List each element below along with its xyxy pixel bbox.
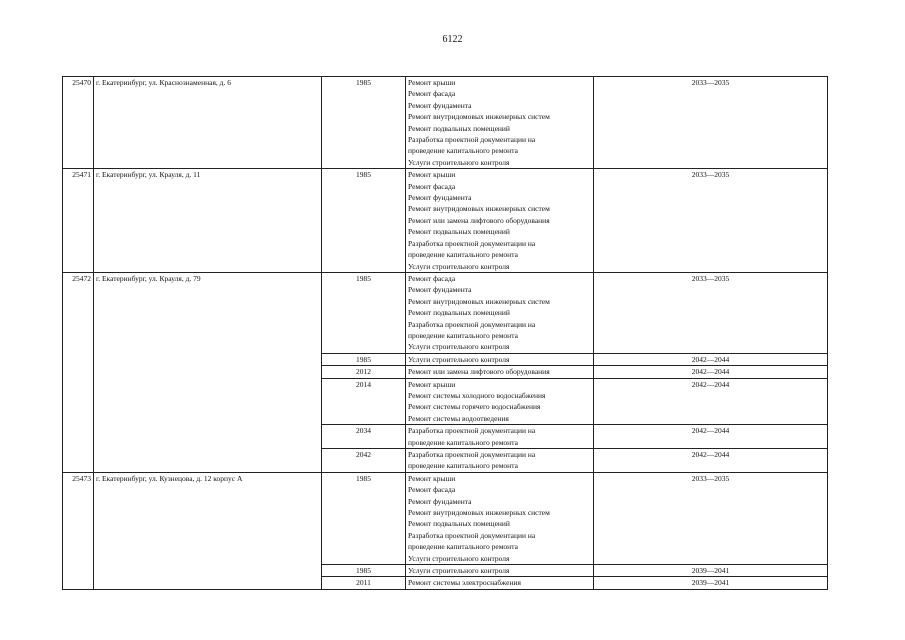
work-list xyxy=(406,366,594,378)
work-list xyxy=(406,425,594,449)
work-item: Ремонт системы водоотведения xyxy=(408,413,509,423)
work-item: Ремонт подвальных помещений xyxy=(408,308,510,318)
work-list xyxy=(406,272,594,353)
building-id: 25471 xyxy=(63,169,94,273)
work-item: Разработка проектной документации на xyxy=(408,319,536,329)
build-year: 2012 xyxy=(322,366,406,378)
work-item: Ремонт крыши xyxy=(408,170,456,180)
work-item: Разработка проектной документации на xyxy=(408,426,536,436)
repair-period: 2033—2035 xyxy=(594,272,828,353)
work-list xyxy=(406,565,594,577)
building-id: 25472 xyxy=(63,272,94,472)
work-item: Ремонт крыши xyxy=(408,78,456,87)
repair-period: 2042—2044 xyxy=(594,425,828,449)
repair-period: 2039—2041 xyxy=(594,577,828,589)
work-item: Ремонт системы горячего водоснабжения xyxy=(408,402,541,412)
build-year: 1985 xyxy=(322,169,406,273)
repair-period: 2033—2035 xyxy=(594,77,828,169)
work-item: Услуги строительного контроля xyxy=(408,354,510,364)
repair-period: 2039—2041 xyxy=(594,565,828,577)
build-year: 2014 xyxy=(322,378,406,425)
work-item: проведение капитального ремонта xyxy=(408,330,518,340)
work-list xyxy=(406,169,594,273)
work-item: Ремонт подвальных помещений xyxy=(408,227,510,237)
work-item: Услуги строительного контроля xyxy=(408,553,510,563)
build-year: 2034 xyxy=(322,425,406,449)
repair-schedule-table xyxy=(62,76,828,590)
building-address: г. Екатеринбург, ул. Краснознаменная, д. 6 xyxy=(94,77,322,169)
work-item: Ремонт фундамента xyxy=(408,100,472,110)
work-item: Ремонт крыши xyxy=(408,473,456,483)
work-item: Услуги строительного контроля xyxy=(408,261,510,271)
work-item: Ремонт фасада xyxy=(408,89,456,99)
work-list xyxy=(406,77,594,169)
repair-period: 2042—2044 xyxy=(594,366,828,378)
work-item: Ремонт фундамента xyxy=(408,496,472,506)
work-item: Ремонт фасада xyxy=(408,273,456,283)
building-address: г. Екатеринбург, ул. Кузнецова, д. 12 корпус А xyxy=(94,472,322,589)
work-item: Ремонт фундамента xyxy=(408,193,472,203)
work-item: Услуги строительного контроля xyxy=(408,566,510,576)
build-year: 1985 xyxy=(322,353,406,365)
building-id: 25473 xyxy=(63,472,94,589)
page-number: 6122 xyxy=(442,34,463,45)
work-item: проведение капитального ремонта xyxy=(408,146,518,156)
work-list xyxy=(406,353,594,365)
work-list xyxy=(406,472,594,564)
work-item: Ремонт фасада xyxy=(408,485,456,495)
table-row xyxy=(63,272,828,353)
table-row xyxy=(63,169,828,273)
work-item: Ремонт внутридомовых инженерных систем xyxy=(408,204,550,214)
work-item: Разработка проектной документации на xyxy=(408,450,536,459)
table-row xyxy=(63,77,828,169)
repair-period: 2042—2044 xyxy=(594,449,828,473)
work-item: Ремонт или замена лифтового оборудования xyxy=(408,367,550,377)
repair-period: 2033—2035 xyxy=(594,169,828,273)
work-item: Ремонт или замена лифтового оборудования xyxy=(408,215,550,225)
repair-period: 2042—2044 xyxy=(594,353,828,365)
repair-period: 2042—2044 xyxy=(594,378,828,425)
work-item: Ремонт фундамента xyxy=(408,285,472,295)
build-year: 1985 xyxy=(322,565,406,577)
work-item: проведение капитального ремонта xyxy=(408,437,518,447)
work-item: Разработка проектной документации на xyxy=(408,530,536,540)
work-item: Разработка проектной документации на xyxy=(408,135,536,145)
work-item: Ремонт системы электроснабжения xyxy=(408,578,521,588)
work-item: Ремонт системы холодного водоснабжения xyxy=(408,390,546,400)
work-list xyxy=(406,378,594,425)
build-year: 2011 xyxy=(322,577,406,589)
work-item: проведение капитального ремонта xyxy=(408,250,518,260)
building-address: г. Екатеринбург, ул. Крауля, д. 11 xyxy=(94,169,322,273)
work-item: Ремонт крыши xyxy=(408,379,456,389)
build-year: 1985 xyxy=(322,272,406,353)
work-item: проведение капитального ремонта xyxy=(408,542,518,552)
work-item: Ремонт подвальных помещений xyxy=(408,519,510,529)
work-item: Ремонт подвальных помещений xyxy=(408,123,510,133)
table-row xyxy=(63,472,828,564)
building-address: г. Екатеринбург, ул. Крауля, д. 79 xyxy=(94,272,322,472)
work-list xyxy=(406,577,594,589)
work-item: Ремонт внутридомовых инженерных систем xyxy=(408,296,550,306)
work-item: Разработка проектной документации на xyxy=(408,238,536,248)
work-item: Услуги строительного контроля xyxy=(408,342,510,352)
work-item: Ремонт внутридомовых инженерных систем xyxy=(408,508,550,518)
work-item: Услуги строительного контроля xyxy=(408,157,510,167)
build-year: 2042 xyxy=(322,449,406,473)
work-item: Ремонт фасада xyxy=(408,181,456,191)
build-year: 1985 xyxy=(322,77,406,169)
repair-period: 2033—2035 xyxy=(594,472,828,564)
work-item: Ремонт внутридомовых инженерных систем xyxy=(408,112,550,122)
building-id: 25470 xyxy=(63,77,94,169)
work-list xyxy=(406,449,594,473)
build-year: 1985 xyxy=(322,472,406,564)
work-item: проведение капитального ремонта xyxy=(408,461,518,471)
